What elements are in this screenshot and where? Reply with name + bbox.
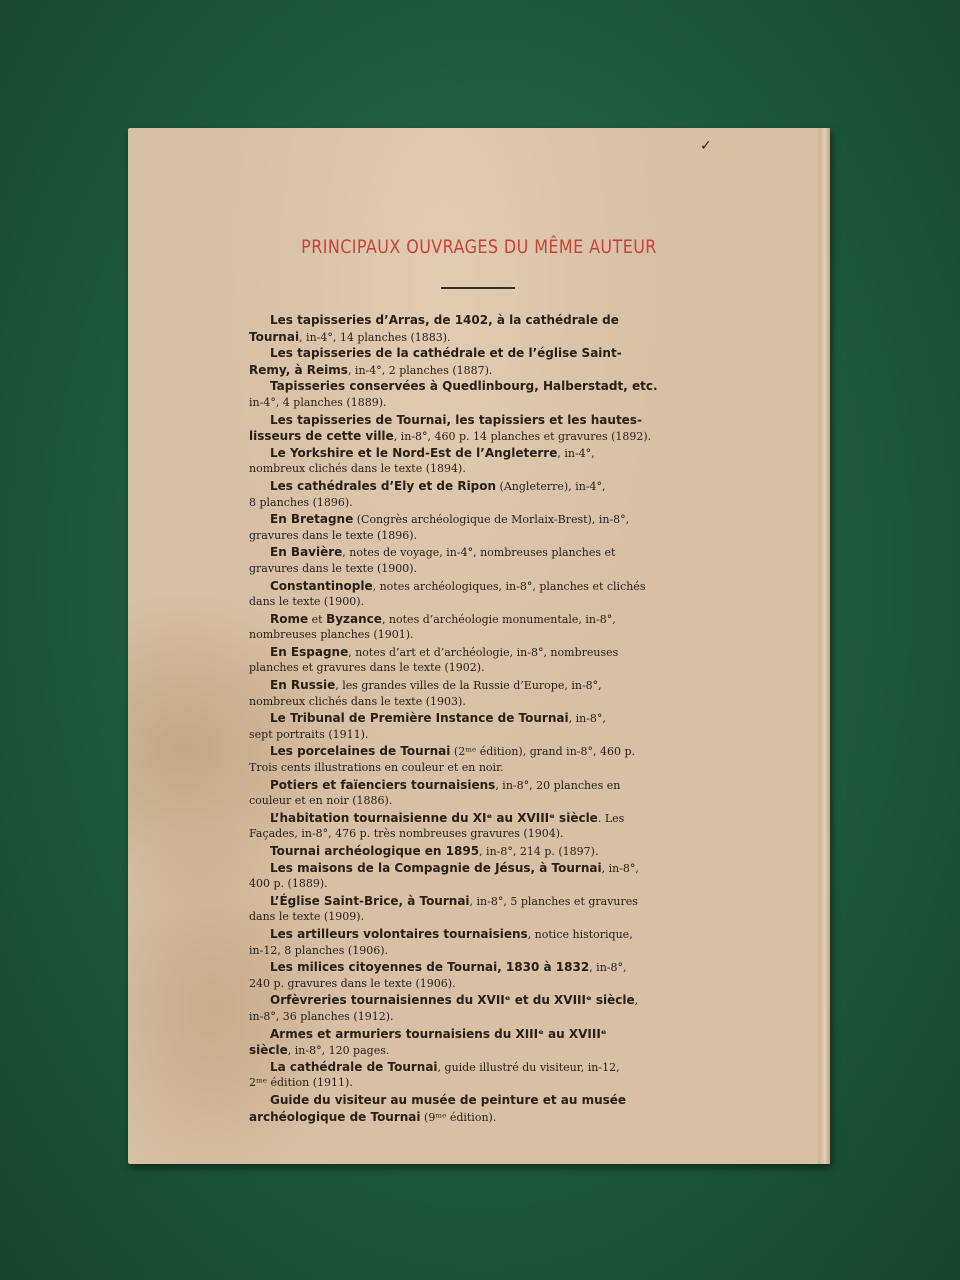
work-detail-line — [249, 1042, 709, 1059]
work-title-line — [249, 893, 709, 910]
work-entry — [249, 959, 709, 992]
work-entry — [249, 810, 709, 843]
work-detail-line — [249, 395, 709, 412]
work-details: nombreux clichés dans le texte (1903). — [249, 694, 466, 708]
work-detail-line — [249, 793, 709, 810]
work-title: L’Église Saint-Brice, à Tournai — [270, 893, 470, 908]
work-title-line — [249, 544, 709, 561]
work-detail-line — [249, 660, 709, 677]
work-detail-line — [249, 495, 709, 512]
work-entry — [249, 860, 709, 893]
work-detail-line — [249, 909, 709, 926]
work-entry — [249, 312, 709, 345]
work-entry — [249, 710, 709, 743]
work-entry — [249, 1026, 709, 1059]
work-details: 8 planches (1896). — [249, 495, 353, 509]
work-details: Trois cents illustrations en couleur et en noir. — [249, 761, 504, 775]
work-entry — [249, 544, 709, 577]
work-title: Constantinople — [270, 578, 373, 593]
work-detail-line — [249, 1009, 709, 1026]
work-entry — [249, 1092, 709, 1125]
work-details: , in-8°, 120 pages. — [287, 1044, 390, 1058]
work-details: 400 p. (1889). — [249, 877, 328, 891]
work-title-line — [249, 777, 709, 794]
work-title-line — [249, 511, 709, 528]
work-title: Guide du visiteur au musée de peinture et au musée — [270, 1092, 627, 1107]
work-title: En Bavière — [270, 545, 343, 560]
work-title: Le Tribunal de Première Instance de Tournai — [270, 711, 569, 726]
work-title: archéologique de Tournai — [249, 1109, 421, 1124]
work-detail-line — [249, 976, 709, 993]
work-details: 2ᵐᵉ édition (1911). — [249, 1076, 353, 1090]
work-title: Tournai archéologique en 1895 — [270, 844, 480, 858]
work-details: (Congrès archéologique de Morlaix-Brest), in-8°, — [353, 513, 630, 527]
work-title: Les tapisseries d’Arras, de 1402, à la cathédrale de — [270, 313, 619, 327]
work-details: nombreuses planches (1901). — [249, 628, 414, 642]
work-entry — [249, 345, 709, 378]
work-title-line — [249, 926, 709, 943]
work-details: planches et gravures dans le texte (1902). — [249, 661, 485, 675]
work-details: gravures dans le texte (1900). — [249, 561, 418, 575]
work-details: , les grandes villes de la Russie d’Europe, in-8°, — [335, 679, 602, 693]
work-title: Les artilleurs volontaires tournaisiens — [270, 926, 528, 941]
work-title-line — [249, 378, 709, 395]
work-entry — [249, 478, 709, 511]
work-details: , in-8°, — [601, 861, 639, 875]
work-details: , notes de voyage, in-4°, nombreuses planches et — [342, 546, 616, 560]
work-details: , notice historique, — [527, 927, 633, 941]
work-title: Tournai — [249, 329, 300, 344]
work-details: , in-8°, 460 p. 14 planches et gravures (1892). — [393, 430, 652, 444]
work-detail-line — [249, 760, 709, 777]
pencil-mark: ✓ — [700, 138, 712, 154]
work-title-line — [249, 644, 709, 661]
work-details: , guide illustré du visiteur, in-12, — [437, 1060, 620, 1074]
work-title: La cathédrale de Tournai — [270, 1059, 438, 1074]
work-details: in-4°, 4 planches (1889). — [249, 395, 387, 409]
work-detail-line — [249, 1109, 709, 1126]
work-entry — [249, 578, 709, 611]
works-list — [249, 312, 709, 1125]
work-details: , in-4°, 2 planches (1887). — [347, 363, 493, 377]
work-title-line — [249, 412, 709, 429]
work-details: nombreux clichés dans le texte (1894). — [249, 462, 466, 476]
work-details: , — [634, 994, 639, 1008]
work-title: Les tapisseries de la cathédrale et de l’église Saint- — [270, 346, 622, 361]
work-details: , in-8°, — [568, 712, 606, 726]
page-title: PRINCIPAUX OUVRAGES DU MÊME AUTEUR — [301, 236, 657, 258]
work-details: , in-8°, 20 planches en — [495, 778, 621, 792]
work-detail-line — [249, 594, 709, 611]
work-entry — [249, 843, 709, 860]
work-details: . Les — [597, 811, 625, 825]
work-details: dans le texte (1900). — [249, 595, 364, 609]
work-title-line — [249, 478, 709, 495]
work-detail-line — [249, 627, 709, 644]
work-title: En Espagne — [270, 644, 349, 659]
work-detail-line — [249, 528, 709, 545]
work-details: , notes d’archéologie monumentale, in-8°, — [381, 612, 616, 626]
work-entry — [249, 644, 709, 677]
work-detail-line — [249, 876, 709, 893]
work-title: Rome — [270, 611, 309, 626]
work-entry — [249, 412, 709, 445]
work-detail-line — [249, 561, 709, 578]
book-back-cover — [128, 128, 830, 1164]
work-detail-line — [249, 826, 709, 843]
work-title: En Russie — [270, 678, 336, 693]
work-entry — [249, 743, 709, 776]
work-entry — [249, 926, 709, 959]
work-detail-line — [249, 943, 709, 960]
work-detail-line — [249, 362, 709, 379]
work-details: , in-4°, 14 planches (1883). — [299, 330, 451, 344]
work-detail-line — [249, 428, 709, 445]
work-title-line — [249, 445, 709, 462]
work-details: et — [308, 612, 327, 626]
work-title: lisseurs de cette ville — [249, 429, 394, 444]
work-details: , in-4°, — [557, 446, 595, 460]
work-entry — [249, 992, 709, 1025]
work-title-line — [249, 1026, 709, 1043]
work-title: Tapisseries conservées à Quedlinbourg, Halberstadt, etc. — [270, 379, 658, 394]
work-title: L’habitation tournaisienne du XIᵉ au XVIIIᵉ siècle — [270, 810, 598, 825]
work-title-line — [249, 578, 709, 595]
work-title-line — [249, 677, 709, 694]
work-details: (Angleterre), in-4°, — [496, 479, 606, 493]
work-entry — [249, 445, 709, 478]
book-edge — [818, 128, 830, 1164]
work-title-line — [249, 810, 709, 827]
work-details: , in-8°, — [589, 961, 627, 975]
work-details: 240 p. gravures dans le texte (1906). — [249, 976, 456, 990]
work-details: couleur et en noir (1886). — [249, 794, 393, 808]
work-title-line — [249, 860, 709, 877]
work-details: gravures dans le texte (1896). — [249, 528, 418, 542]
work-detail-line — [249, 329, 709, 346]
work-entry — [249, 677, 709, 710]
work-title-line — [249, 992, 709, 1009]
work-title-line — [249, 312, 709, 329]
work-title: Potiers et faïenciers tournaisiens — [270, 777, 496, 792]
work-title: Les cathédrales d’Ely et de Ripon — [270, 478, 497, 493]
work-title: siècle — [249, 1043, 288, 1058]
work-title-line — [249, 959, 709, 976]
work-title: Les tapisseries de Tournai, les tapissiers et les hautes- — [270, 412, 642, 427]
work-title-line — [249, 743, 709, 760]
work-entry — [249, 893, 709, 926]
work-title: Orfèvreries tournaisiennes du XVIIᵉ et du XVIIIᵉ siècle — [270, 993, 635, 1008]
work-title-line — [249, 710, 709, 727]
work-details: in-8°, 36 planches (1912). — [249, 1009, 394, 1023]
work-details: , notes archéologiques, in-8°, planches et clichés — [372, 579, 646, 593]
work-entry — [249, 378, 709, 411]
work-title: Byzance — [326, 611, 382, 626]
work-details: , in-8°, 214 p. (1897). — [479, 845, 599, 858]
work-title-line — [249, 843, 709, 860]
work-entry — [249, 1059, 709, 1092]
work-details: (2ᵐᵉ édition), grand in-8°, 460 p. — [450, 745, 636, 759]
work-details: , in-8°, 5 planches et gravures — [469, 894, 638, 908]
work-detail-line — [249, 694, 709, 711]
work-title: Le Yorkshire et le Nord-Est de l’Angleterre — [270, 445, 558, 460]
work-title: Les milices citoyennes de Tournai, 1830 à 1832 — [270, 960, 590, 975]
work-detail-line — [249, 1075, 709, 1092]
work-entry — [249, 511, 709, 544]
work-title-line — [249, 1059, 709, 1076]
work-details: , notes d’art et d’archéologie, in-8°, nombreuses — [348, 645, 619, 659]
work-title: En Bretagne — [270, 512, 354, 527]
work-entry — [249, 777, 709, 810]
work-detail-line — [249, 461, 709, 478]
work-title-line — [249, 1092, 709, 1109]
work-title: Les porcelaines de Tournai — [270, 744, 451, 759]
work-title: Armes et armuriers tournaisiens du XIIIᵉ au XVIIIᵉ — [270, 1026, 607, 1041]
work-details: (9ᵐᵉ édition). — [420, 1110, 497, 1124]
work-title-line — [249, 345, 709, 362]
work-details: in-12, 8 planches (1906). — [249, 943, 388, 957]
work-details: sept portraits (1911). — [249, 727, 369, 741]
work-details: Façades, in-8°, 476 p. très nombreuses gravures (1904). — [249, 827, 564, 841]
work-title-line — [249, 611, 709, 628]
work-details: dans le texte (1909). — [249, 910, 364, 924]
work-detail-line — [249, 727, 709, 744]
divider — [441, 287, 515, 289]
work-title: Remy, à Reims — [249, 362, 348, 377]
work-title: Les maisons de la Compagnie de Jésus, à Tournai — [270, 860, 602, 875]
work-entry — [249, 611, 709, 644]
